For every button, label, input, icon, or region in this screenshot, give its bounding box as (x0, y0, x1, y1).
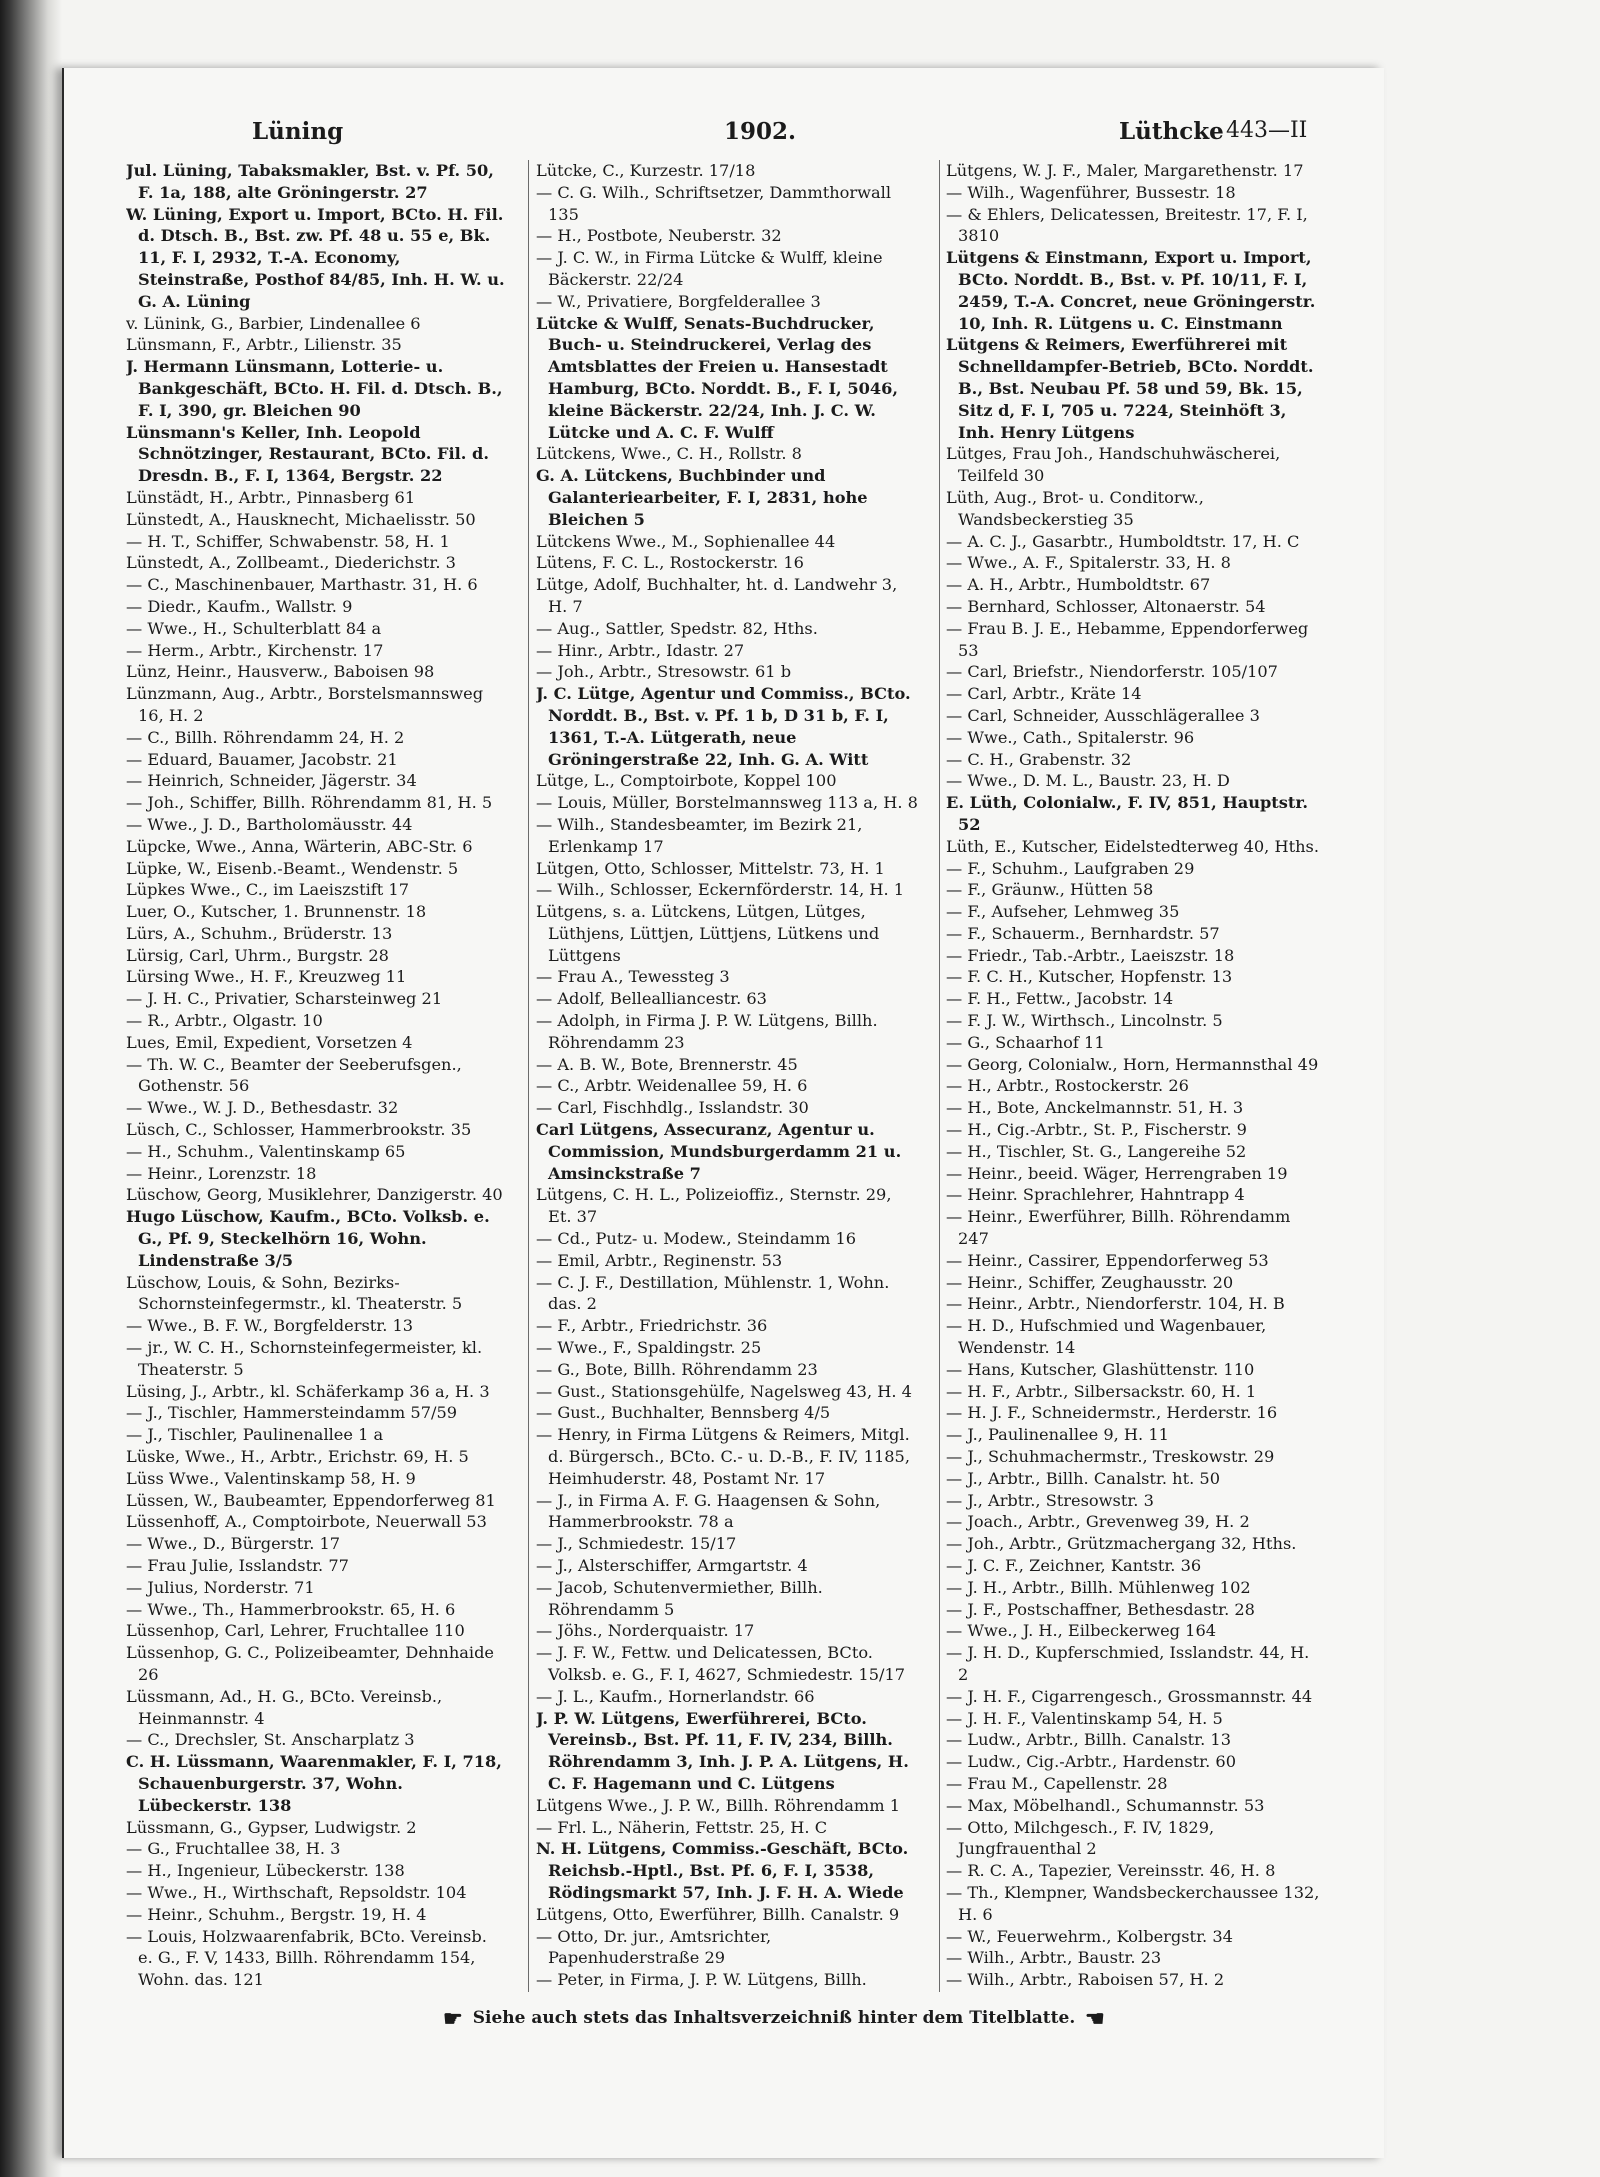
directory-entry: — J., Tischler, Hammersteindamm 57/59 (126, 1403, 458, 1423)
directory-entry: — jr., W. C. H., Schornsteinfegermeister, kl. Theaterstr. 5 (126, 1338, 483, 1379)
directory-entry: Lütgens & Einstmann, Export u. Import, BCto. Norddt. B., Bst. v. Pf. 10/11, F. I, 2459, T.-A. Concret, neue Gröningerstr. 10, Inh. R. Lütgens u. C. Einstmann (946, 248, 1316, 333)
directory-entry: Lütge, Adolf, Buchhalter, ht. d. Landwehr 3, H. 7 (536, 575, 898, 616)
directory-entry: — Wwe., Th., Hammerbrookstr. 65, H. 6 (126, 1599, 456, 1619)
directory-entry: — Wilh., Arbtr., Baustr. 23 (946, 1948, 1162, 1968)
directory-entry: Lüth, Aug., Brot- u. Conditorw., Wandsbeckerstieg 35 (946, 487, 1204, 529)
directory-entry: Lünzmann, Aug., Arbtr., Borstelsmannsweg 16, H. 2 (126, 684, 484, 725)
directory-entry: — Heinr., Schuhm., Bergstr. 19, H. 4 (126, 1904, 427, 1924)
directory-entry: Lüpkes Wwe., C., im Laeiszstift 17 (126, 880, 410, 900)
directory-entry: Lütens, F. C. L., Rostockerstr. 16 (536, 553, 804, 573)
directory-entry: — J. H. F., Valentinskamp 54, H. 5 (946, 1708, 1223, 1728)
directory-entry: Lütges, Frau Joh., Handschuhwäscherei, Teilfeld 30 (946, 444, 1281, 486)
directory-entry: — J., Schuhmachermstr., Treskowstr. 29 (946, 1447, 1275, 1467)
directory-entry: — Otto, Dr. jur., Amtsrichter, Papenhuderstraße 29 (536, 1926, 772, 1968)
directory-entry: J. Hermann Lünsmann, Lotterie- u. Bankgeschäft, BCto. H. Fil. d. Dtsch. B., F. I, 390, gr. Bleichen 90 (126, 357, 503, 420)
book-binding-edge (0, 0, 62, 2177)
directory-entry: — H., Cig.-Arbtr., St. P., Fischerstr. 9 (946, 1120, 1247, 1140)
directory-entry: Lütgens Wwe., J. P. W., Billh. Röhrendamm 1 (536, 1795, 901, 1815)
directory-entry: — J. L., Kaufm., Hornerlandstr. 66 (536, 1686, 815, 1706)
directory-entry: Lüssenhop, G. C., Polizeibeamter, Dehnhaide 26 (126, 1643, 495, 1684)
directory-entry: — Adolf, Bellealliancestr. 63 (536, 989, 767, 1009)
directory-entry: — Adolph, in Firma J. P. W. Lütgens, Billh. Röhrendamm 23 (536, 1011, 878, 1052)
header-year: 1902. (724, 118, 797, 145)
directory-entry: — H., Arbtr., Rostockerstr. 26 (946, 1076, 1189, 1096)
directory-entry: — Heinr., Schiffer, Zeughausstr. 20 (946, 1272, 1234, 1292)
directory-entry: — Hans, Kutscher, Glashüttenstr. 110 (946, 1359, 1255, 1379)
directory-entry: Lüss Wwe., Valentinskamp 58, H. 9 (126, 1468, 416, 1488)
directory-entry: — Emil, Arbtr., Reginenstr. 53 (536, 1250, 783, 1270)
directory-entry: Lüschow, Louis, & Sohn, Bezirks-Schornsteinfegermstr., kl. Theaterstr. 5 (126, 1272, 463, 1314)
directory-entry: Lünstädt, H., Arbtr., Pinnasberg 61 (126, 487, 416, 507)
directory-entry: Lünz, Heinr., Hausverw., Baboisen 98 (126, 662, 435, 682)
directory-entry: Lünsmann's Keller, Inh. Leopold Schnötzinger, Restaurant, BCto. Fil. d. Dresdn. B., F. I, 1364, Bergstr. 22 (126, 422, 489, 486)
directory-entry: — C., Billh. Röhrendamm 24, H. 2 (126, 727, 405, 747)
directory-entry: — F., Gräunw., Hütten 58 (946, 880, 1154, 900)
directory-entry: — Herm., Arbtr., Kirchenstr. 17 (126, 640, 384, 660)
directory-entry (946, 1991, 1322, 1992)
directory-entry: Lürsig, Carl, Uhrm., Burgstr. 28 (126, 945, 389, 965)
directory-column-1 (126, 160, 506, 1992)
directory-entry: Lütgens, W. J. F., Maler, Margarethenstr. 17 (946, 161, 1304, 180)
directory-entry: Lüsch, C., Schlosser, Hammerbrookstr. 35 (126, 1120, 472, 1140)
directory-entry: — Aug., Sattler, Spedstr. 82, Hths. (536, 618, 818, 638)
directory-entry: — H., Ingenieur, Lübeckerstr. 138 (126, 1861, 405, 1881)
directory-entry: — Carl, Arbtr., Kräte 14 (946, 684, 1142, 704)
directory-entry: — Joh., Arbtr., Grützmachergang 32, Hths. (946, 1534, 1297, 1554)
directory-entry: — A. H., Arbtr., Humboldtstr. 67 (946, 575, 1211, 595)
directory-entry: — Georg, Colonialw., Horn, Hermannsthal 49 (946, 1054, 1319, 1074)
directory-entry: — J., Arbtr., Stresowstr. 3 (946, 1490, 1154, 1510)
directory-entry: Lütge, L., Comptoirbote, Koppel 100 (536, 771, 837, 791)
directory-entry: — Henry, in Firma Lütgens & Reimers, Mitgl. d. Bürgersch., BCto. C.- u. D.-B., F. IV, 1185, Heimhuderstr. 48, Postamt Nr. 17 (536, 1425, 910, 1488)
directory-entry: — C. G. Wilh., Schriftsetzer, Dammthorwall 135 (536, 182, 891, 224)
directory-entry: — G., Schaarhof 11 (946, 1032, 1105, 1052)
directory-entry: Lüth, E., Kutscher, Eidelstedterweg 40, Hths. (946, 836, 1319, 856)
directory-entry: Lütckens Wwe., M., Sophienallee 44 (536, 531, 836, 551)
directory-entry: Luer, O., Kutscher, 1. Brunnenstr. 18 (126, 902, 427, 922)
directory-entry: — Wwe., J. D., Bartholomäusstr. 44 (126, 814, 413, 834)
directory-entry: — Friedr., Tab.-Arbtr., Laeiszstr. 18 (946, 945, 1235, 965)
directory-entry: — & Ehlers, Delicatessen, Breitestr. 17, F. I, 3810 (946, 204, 1308, 246)
directory-entry: — Wilh., Standesbeamter, im Bezirk 21, Erlenkamp 17 (536, 814, 863, 856)
directory-entry: — J. H., Arbtr., Billh. Mühlenweg 102 (946, 1577, 1251, 1597)
directory-entry: — Carl, Briefstr., Niendorferstr. 105/107 (946, 662, 1278, 682)
directory-entry: — G., Bote, Billh. Röhrendamm 23 (536, 1359, 818, 1379)
directory-entry: — H. T., Schiffer, Schwabenstr. 58, H. 1 (126, 531, 450, 551)
directory-entry: — R. C. A., Tapezier, Vereinsstr. 46, H. 8 (946, 1861, 1276, 1881)
directory-entry: Lütckens, Wwe., C. H., Rollstr. 8 (536, 444, 802, 464)
directory-entry: — H. D., Hufschmied und Wagenbauer, Wendenstr. 14 (946, 1316, 1267, 1358)
header-left-word: Lüning (252, 118, 344, 145)
directory-entry: — Louis, Holzwaarenfabrik, BCto. Vereinsb. e. G., F. V, 1433, Billh. Röhrendamm 154, Wohn. das. 121 (126, 1926, 487, 1990)
directory-entry: G. A. Lütckens, Buchbinder und Galanteriearbeiter, F. I, 2831, hohe Bleichen 5 (536, 466, 868, 529)
directory-entry: — Carl, Schneider, Ausschlägerallee 3 (946, 705, 1260, 725)
directory-entry: E. Lüth, Colonialw., F. IV, 851, Hauptstr. 52 (946, 793, 1309, 834)
directory-entry: — Julius, Norderstr. 71 (126, 1577, 315, 1597)
directory-entry: N. H. Lütgens, Commiss.-Geschäft, BCto. Reichsb.-Hptl., Bst. Pf. 6, F. I, 3538, Rödingsmarkt 57, Inh. J. F. H. A. Wiede (536, 1839, 909, 1902)
directory-entry: — Heinr., Cassirer, Eppendorferweg 53 (946, 1250, 1269, 1270)
directory-entry: — Joach., Arbtr., Grevenweg 39, H. 2 (946, 1512, 1250, 1532)
directory-entry: — Frl. L., Näherin, Fettstr. 25, H. C (536, 1817, 828, 1837)
directory-entry: — Jöhs., Norderquaistr. 17 (536, 1621, 755, 1641)
directory-entry: — Frau B. J. E., Hebamme, Eppendorferweg 53 (946, 618, 1309, 660)
directory-entry: Lüpke, W., Eisenb.-Beamt., Wendenstr. 5 (126, 858, 459, 878)
directory-entry: — C., Drechsler, St. Anscharplatz 3 (126, 1730, 415, 1750)
running-header (124, 118, 1319, 152)
directory-entry: Lüssenhop, Carl, Lehrer, Fruchtallee 110 (126, 1621, 465, 1641)
directory-entry: — Ludw., Arbtr., Billh. Canalstr. 13 (946, 1730, 1232, 1750)
directory-entry: Lues, Emil, Expedient, Vorsetzen 4 (126, 1032, 413, 1052)
directory-entry: — Bernhard, Schlosser, Altonaerstr. 54 (946, 596, 1266, 616)
directory-entry: — Jacob, Schutenvermiether, Billh. Röhrendamm 5 (536, 1577, 823, 1619)
directory-entry: — Wwe., H., Schulterblatt 84 a (126, 618, 382, 638)
directory-entry: Lünstedt, A., Hausknecht, Michaelisstr. 50 (126, 509, 476, 529)
directory-entry: — F., Arbtr., Friedrichstr. 36 (536, 1316, 768, 1336)
directory-entry: — Joh., Schiffer, Billh. Röhrendamm 81, H. 5 (126, 793, 493, 813)
page-number: 443—II (1226, 118, 1308, 143)
directory-entry: — C. H., Grabenstr. 32 (946, 749, 1132, 769)
directory-entry: J. P. W. Lütgens, Ewerführerei, BCto. Vereinsb., Bst. Pf. 11, F. IV, 234, Billh. Röhrendamm 3, Inh. J. P. A. Lütgens, H. C. F. Hagemann und C. Lütgens (536, 1708, 909, 1793)
directory-entry: — J., in Firma A. F. G. Haagensen & Sohn, Hammerbrookstr. 78 a (536, 1490, 881, 1532)
directory-entry: — H., Schuhm., Valentinskamp 65 (126, 1141, 406, 1161)
directory-entry: — Wwe., D. M. L., Baustr. 23, H. D (946, 771, 1230, 791)
directory-entry: — Heinrich, Schneider, Jägerstr. 34 (126, 771, 417, 791)
directory-entry: — Frau M., Capellenstr. 28 (946, 1773, 1168, 1793)
directory-entry: — W., Privatiere, Borgfelderallee 3 (536, 291, 821, 311)
directory-entry: J. C. Lütge, Agentur und Commiss., BCto. Norddt. B., Bst. v. Pf. 1 b, D 31 b, F. I, 1361, T.-A. Lütgerath, neue Gröningerstraße 22, Inh. G. A. Witt (536, 684, 911, 769)
directory-entry: — Eduard, Bauamer, Jacobstr. 21 (126, 749, 398, 769)
header-right-word: Lüthcke (1119, 118, 1224, 145)
directory-entry: Hugo Lüschow, Kaufm., BCto. Volksb. e. G., Pf. 9, Steckelhörn 16, Wohn. Lindenstraße 3/5 (126, 1207, 490, 1270)
directory-entry: — Wilh., Schlosser, Eckernförderstr. 14, H. 1 (536, 880, 905, 900)
directory-entry: — Wwe., D., Bürgerstr. 17 (126, 1534, 341, 1554)
directory-entry: Lürs, A., Schuhm., Brüderstr. 13 (126, 923, 393, 943)
directory-page (62, 68, 1384, 2158)
directory-entry: — F., Aufseher, Lehmweg 35 (946, 902, 1180, 922)
directory-entry: — Heinr., Ewerführer, Billh. Röhrendamm 247 (946, 1207, 1291, 1249)
directory-entry: — A. B. W., Bote, Brennerstr. 45 (536, 1054, 798, 1074)
directory-entry: — J. H. F., Cigarrengesch., Grossmannstr. 44 (946, 1686, 1313, 1706)
directory-column-2 (536, 160, 919, 1992)
directory-entry: Lüssenhoff, A., Comptoirbote, Neuerwall 53 (126, 1512, 487, 1532)
directory-entry: — J. F., Postschaffner, Bethesdastr. 28 (946, 1599, 1255, 1619)
footer-text: Siehe auch stets das Inhaltsverzeichniß hinter dem Titelblatte. (472, 2008, 1076, 2028)
directory-entry: — J., Alsterschiffer, Armgartstr. 4 (536, 1556, 808, 1575)
directory-entry: — H., Postbote, Neuberstr. 32 (536, 226, 782, 246)
directory-entry: Lüpcke, Wwe., Anna, Wärterin, ABC-Str. 6 (126, 836, 473, 856)
directory-entry: — Wwe., Cath., Spitalerstr. 96 (946, 727, 1195, 747)
directory-entry: — H. F., Arbtr., Silbersackstr. 60, H. 1 (946, 1381, 1257, 1401)
directory-entry: — J. H. C., Privatier, Scharsteinweg 21 (126, 989, 443, 1009)
directory-entry: — Hinr., Arbtr., Idastr. 27 (536, 640, 745, 660)
pointing-hand-icon: ☛ (443, 2006, 463, 2032)
directory-entry: — J. H. D., Kupferschmied, Isslandstr. 44, H. 2 (946, 1643, 1310, 1684)
directory-entry: — Wilh., Arbtr., Raboisen 57, H. 2 (946, 1970, 1225, 1990)
directory-entry: — Wwe., H., Wirthschaft, Repsoldstr. 104 (126, 1882, 467, 1902)
directory-entry: — J., Tischler, Paulinenallee 1 a (126, 1425, 384, 1445)
directory-entry: Lütgens, C. H. L., Polizeioffiz., Sternstr. 29, Et. 37 (536, 1185, 892, 1227)
directory-entry: — Th., Klempner, Wandsbeckerchaussee 132, H. 6 (946, 1882, 1320, 1924)
directory-entry: — Gust., Buchhalter, Bennsberg 4/5 (536, 1403, 831, 1423)
directory-entry: — Heinr., Arbtr., Niendorferstr. 104, H. B (946, 1294, 1285, 1314)
directory-entry: Lüschow, Georg, Musiklehrer, Danzigerstr. 40 (126, 1185, 503, 1205)
directory-entry: C. H. Lüssmann, Waarenmakler, F. I, 718, Schauenburgerstr. 37, Wohn. Lübeckerstr. 138 (126, 1752, 502, 1815)
directory-entry: v. Lünink, G., Barbier, Lindenallee 6 (126, 313, 421, 333)
directory-entry: — Louis, Müller, Borstelmannsweg 113 a, H. 8 (536, 793, 918, 813)
directory-entry: — F. H., Fettw., Jacobstr. 14 (946, 989, 1174, 1009)
directory-entry: — Ludw., Cig.-Arbtr., Hardenstr. 60 (946, 1752, 1237, 1772)
directory-entry: Lütgens & Reimers, Ewerführerei mit Schnelldampfer-Betrieb, BCto. Norddt. B., Bst. Neubau Pf. 58 und 59, Bk. 15, Sitz d, F. I, 705 u. 7224, Steinhöft 3, Inh. Henry Lütgens (946, 335, 1314, 442)
directory-entry: — Heinr., Lorenzstr. 18 (126, 1163, 317, 1183)
directory-entry: Lütcke & Wulff, Senats-Buchdrucker, Buch- u. Steindruckerei, Verlag des Amtsblattes der Freien u. Hansestadt Hamburg, BCto. Norddt. B., F. I, 5046, kleine Bäckerstr. 22/24, Inh. J. C. W. Lütcke und A. C. F. Wulff (536, 313, 899, 442)
directory-entry: Lüssmann, Ad., H. G., BCto. Vereinsb., Heinmannstr. 4 (126, 1686, 443, 1728)
directory-entry: — J. F. W., Fettw. und Delicatessen, BCto. Volksb. e. G., F. I, 4627, Schmiedestr. 15/17 (536, 1643, 906, 1684)
directory-entry: — Gust., Stationsgehülfe, Nagelsweg 43, H. 4 (536, 1381, 912, 1401)
directory-column-3 (946, 160, 1322, 1992)
directory-entry: — Cd., Putz- u. Modew., Steindamm 16 (536, 1229, 857, 1249)
directory-entry: W. Lüning, Export u. Import, BCto. H. Fil. d. Dtsch. B., Bst. zw. Pf. 48 u. 55 e, Bk. 11, F. I, 2932, T.-A. Economy, Steinstraße, Posthof 84/85, Inh. H. W. u. G. A. Lüning (126, 204, 505, 311)
directory-entry: Lünsmann, F., Arbtr., Lilienstr. 35 (126, 335, 402, 355)
directory-entry: Lünstedt, A., Zollbeamt., Diederichstr. 3 (126, 553, 456, 573)
directory-entry: — J., Arbtr., Billh. Canalstr. ht. 50 (946, 1468, 1221, 1488)
directory-entry: — A. C. J., Gasarbtr., Humboldtstr. 17, H. C (946, 531, 1300, 551)
directory-entry: — J. C. F., Zeichner, Kantstr. 36 (946, 1556, 1202, 1575)
directory-entry: Lütcke, C., Kurzestr. 17/18 (536, 161, 756, 180)
directory-entry: — Wwe., F., Spaldingstr. 25 (536, 1338, 762, 1358)
directory-entry: — Heinr., beeid. Wäger, Herrengraben 19 (946, 1163, 1288, 1183)
directory-columns (126, 160, 1322, 1992)
directory-entry: — Frau Julie, Isslandstr. 77 (126, 1556, 349, 1575)
directory-entry: — H., Tischler, St. G., Langereihe 52 (946, 1141, 1247, 1161)
directory-entry: — C. J. F., Destillation, Mühlenstr. 1, Wohn. das. 2 (536, 1272, 890, 1314)
directory-entry: — Frau A., Tewessteg 3 (536, 967, 730, 987)
directory-entry: — Otto, Milchgesch., F. IV, 1829, Jungfrauenthal 2 (946, 1817, 1215, 1859)
directory-entry: — Th. W. C., Beamter der Seeberufsgen., Gothenstr. 56 (126, 1054, 462, 1096)
directory-entry: Lüssen, W., Baubeamter, Eppendorferweg 81 (126, 1490, 496, 1510)
directory-entry: — C., Arbtr. Weidenallee 59, H. 6 (536, 1076, 808, 1096)
directory-entry (126, 1991, 506, 1992)
directory-entry: — C., Maschinenbauer, Marthastr. 31, H. 6 (126, 575, 478, 595)
directory-entry: — F. C. H., Kutscher, Hopfenstr. 13 (946, 967, 1233, 987)
directory-entry: — Diedr., Kaufm., Wallstr. 9 (126, 596, 353, 616)
directory-entry: — Joh., Arbtr., Stresowstr. 61 b (536, 662, 792, 682)
directory-entry: — F., Schauerm., Bernhardstr. 57 (946, 923, 1220, 943)
directory-entry: Lüske, Wwe., H., Arbtr., Erichstr. 69, H. 5 (126, 1447, 469, 1467)
directory-entry: — H. J. F., Schneidermstr., Herderstr. 16 (946, 1403, 1278, 1423)
directory-entry: — Heinr. Sprachlehrer, Hahntrapp 4 (946, 1185, 1245, 1205)
directory-entry: Lürsing Wwe., H. F., Kreuzweg 11 (126, 967, 407, 987)
directory-entry: — G., Fruchtallee 38, H. 3 (126, 1839, 341, 1859)
footer-note (384, 2006, 1164, 2032)
directory-entry: — Max, Möbelhandl., Schumannstr. 53 (946, 1795, 1265, 1815)
directory-entry: — W., Feuerwehrm., Kolbergstr. 34 (946, 1926, 1233, 1946)
directory-entry: — Wilh., Wagenführer, Bussestr. 18 (946, 182, 1236, 202)
directory-entry: — Wwe., A. F., Spitalerstr. 33, H. 8 (946, 553, 1231, 573)
directory-entry: Lüssmann, G., Gypser, Ludwigstr. 2 (126, 1817, 417, 1837)
directory-entry: — F., Schuhm., Laufgraben 29 (946, 858, 1195, 878)
directory-entry: — Peter, in Firma, J. P. W. Lütgens, Billh. (536, 1970, 867, 1990)
directory-entry: Lütgens, s. a. Lütckens, Lütgen, Lütges, Lüthjens, Lüttjen, Lüttjens, Lütkens und Lüttgens (536, 902, 880, 965)
directory-entry: Carl Lütgens, Assecuranz, Agentur u. Commission, Mundsburgerdamm 21 u. Amsinckstraße 7 (536, 1120, 902, 1183)
directory-entry: — Wwe., W. J. D., Bethesdastr. 32 (126, 1098, 399, 1118)
directory-entry: Lütgens, Otto, Ewerführer, Billh. Canalstr. 9 (536, 1904, 900, 1924)
directory-entry: — J., Paulinenallee 9, H. 11 (946, 1425, 1169, 1445)
directory-entry: — Wwe., B. F. W., Borgfelderstr. 13 (126, 1316, 414, 1336)
directory-entry: — Wwe., J. H., Eilbeckerweg 164 (946, 1621, 1217, 1641)
directory-entry: — J., Schmiedestr. 15/17 (536, 1534, 737, 1554)
directory-entry: — R., Arbtr., Olgastr. 10 (126, 1011, 323, 1031)
directory-entry: — F. J. W., Wirthsch., Lincolnstr. 5 (946, 1011, 1223, 1031)
directory-entry: Lütgen, Otto, Schlosser, Mittelstr. 73, H. 1 (536, 858, 885, 878)
directory-entry: — H., Bote, Anckelmannstr. 51, H. 3 (946, 1098, 1244, 1118)
directory-entry: Jul. Lüning, Tabaksmakler, Bst. v. Pf. 50, F. 1a, 188, alte Gröningerstr. 27 (126, 161, 494, 202)
directory-entry: — Carl, Fischhdlg., Isslandstr. 30 (536, 1098, 809, 1118)
directory-entry: Lüsing, J., Arbtr., kl. Schäferkamp 36 a, H. 3 (126, 1381, 490, 1401)
pointing-hand-icon: ☛ (1085, 2006, 1105, 2032)
directory-entry: — J. C. W., in Firma Lütcke & Wulff, kleine Bäckerstr. 22/24 (536, 248, 883, 289)
